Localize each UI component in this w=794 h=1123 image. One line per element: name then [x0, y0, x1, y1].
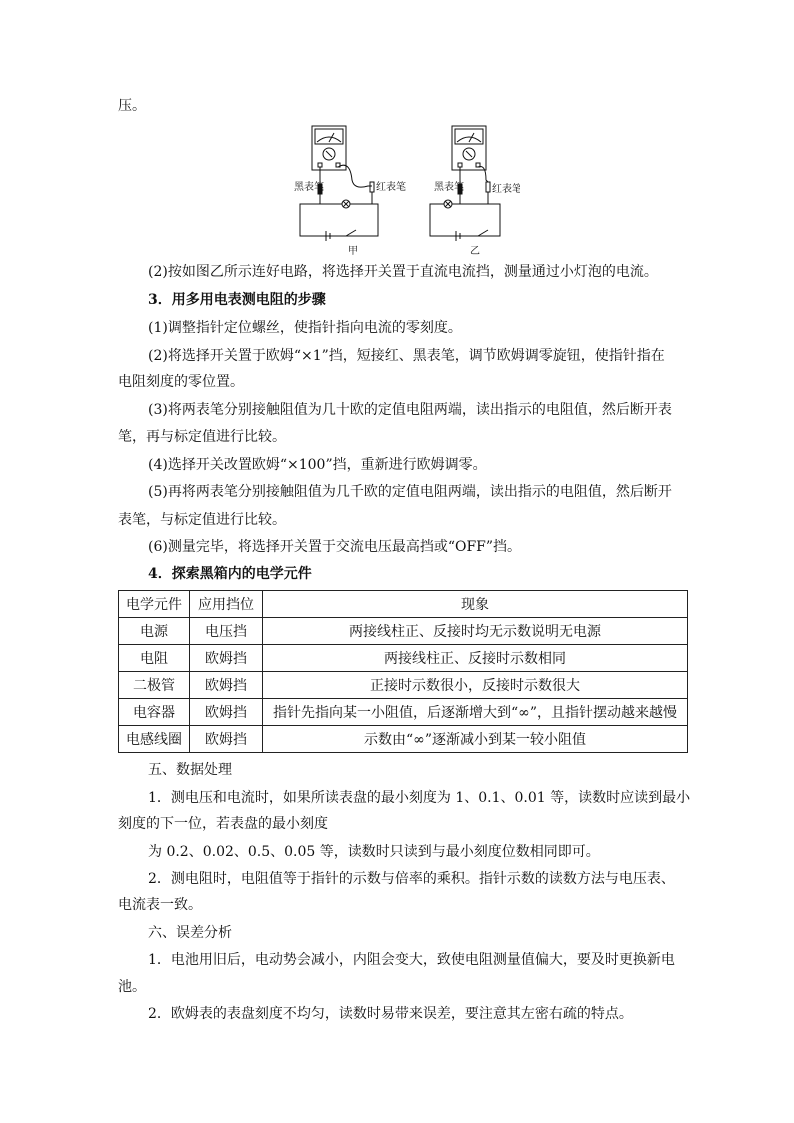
black-box-table [118, 590, 688, 753]
table-cell: 电压挡 [190, 618, 263, 645]
step-1: (1)调整指针定位螺丝，使指针指向电流的零刻度。 [148, 320, 462, 336]
circuit-diagram [290, 120, 520, 260]
text-line: (2)按如图乙所示连好电路，将选择开关置于直流电流挡，测量通过小灯泡的电流。 [148, 264, 658, 280]
label-red-probe-left: 红表笔 [376, 182, 406, 193]
text-line: 压。 [118, 98, 146, 114]
table-cell: 二极管 [119, 672, 190, 699]
step-3: (3)将两表笔分别接触阻值为几十欧的定值电阻两端，读出指示的电阻值，然后断开表 [148, 402, 672, 418]
table-cell: 示数由“∞”逐渐减小到某一较小阻值 [263, 726, 688, 753]
section-heading: 3．用多用电表测电阻的步骤 [148, 292, 326, 308]
step-6: (6)测量完毕，将选择开关置于交流电压最高挡或“OFF”挡。 [148, 539, 522, 555]
multimeter-right [452, 126, 486, 170]
table-header: 现象 [263, 591, 688, 618]
label-red-probe-right: 红表笔 [492, 184, 520, 195]
label-black-probe-left: 黑表笔 [294, 182, 324, 193]
table-row [119, 672, 688, 699]
multimeter-left [312, 126, 346, 170]
caption-left: 甲 [348, 246, 358, 257]
text-line: 刻度的下一位，若表盘的最小刻度 [118, 816, 328, 832]
table-header: 应用挡位 [190, 591, 263, 618]
table-cell: 欧姆挡 [190, 726, 263, 753]
text-line: 1．电池用旧后，电动势会减小，内阻会变大，致使电阻测量值偏大，要及时更换新电 [148, 952, 675, 968]
text-line: 2．欧姆表的表盘刻度不均匀，读数时易带来误差，要注意其左密右疏的特点。 [148, 1006, 633, 1022]
step-5: (5)再将两表笔分别接触阻值为几千欧的定值电阻两端，读出指示的电阻值，然后断开 [148, 484, 672, 500]
caption-right: 乙 [470, 246, 480, 257]
table-cell: 欧姆挡 [190, 672, 263, 699]
section-heading: 4．探索黑箱内的电学元件 [148, 566, 312, 582]
section-heading: 五、数据处理 [148, 762, 232, 778]
table-cell: 两接线柱正、反接时示数相同 [263, 645, 688, 672]
table-cell: 电感线圈 [119, 726, 190, 753]
circuit-figure [290, 120, 520, 260]
step-4: (4)选择开关改置欧姆“×100”挡，重新进行欧姆调零。 [148, 457, 487, 473]
table-row [119, 726, 688, 753]
table-cell: 电源 [119, 618, 190, 645]
step-3-cont: 笔，再与标定值进行比较。 [118, 429, 286, 445]
text-line: 电流表一致。 [118, 897, 202, 913]
text-line: 2．测电阻时，电阻值等于指针的示数与倍率的乘积。指针示数的读数方法与电压表、 [148, 871, 675, 887]
table-header: 电学元件 [119, 591, 190, 618]
table-header-row [119, 591, 688, 618]
label-black-probe-right: 黑表笔 [434, 182, 464, 193]
table-cell: 电容器 [119, 699, 190, 726]
table-row [119, 699, 688, 726]
text-line: 池。 [118, 979, 146, 995]
step-5-cont: 表笔，与标定值进行比较。 [118, 512, 286, 528]
table-row [119, 645, 688, 672]
table-row [119, 618, 688, 645]
table-cell: 欧姆挡 [190, 699, 263, 726]
table-cell: 两接线柱正、反接时均无示数说明无电源 [263, 618, 688, 645]
table-cell: 欧姆挡 [190, 645, 263, 672]
section-heading: 六、误差分析 [148, 925, 232, 941]
text-line: 为 0.2、0.02、0.5、0.05 等，读数时只读到与最小刻度位数相同即可。 [148, 844, 600, 860]
text-line: 1．测电压和电流时，如果所读表盘的最小刻度为 1、0.1、0.01 等，读数时应读到最小 [148, 790, 691, 806]
step-2: (2)将选择开关置于欧姆“×1”挡，短接红、黑表笔，调节欧姆调零旋钮，使指针指在 [148, 348, 665, 364]
table-cell: 电阻 [119, 645, 190, 672]
step-2-cont: 电阻刻度的零位置。 [118, 374, 244, 390]
table-cell: 正接时示数很小，反接时示数很大 [263, 672, 688, 699]
table-cell: 指针先指向某一小阻值，后逐渐增大到“∞”，且指针摆动越来越慢 [263, 699, 688, 726]
